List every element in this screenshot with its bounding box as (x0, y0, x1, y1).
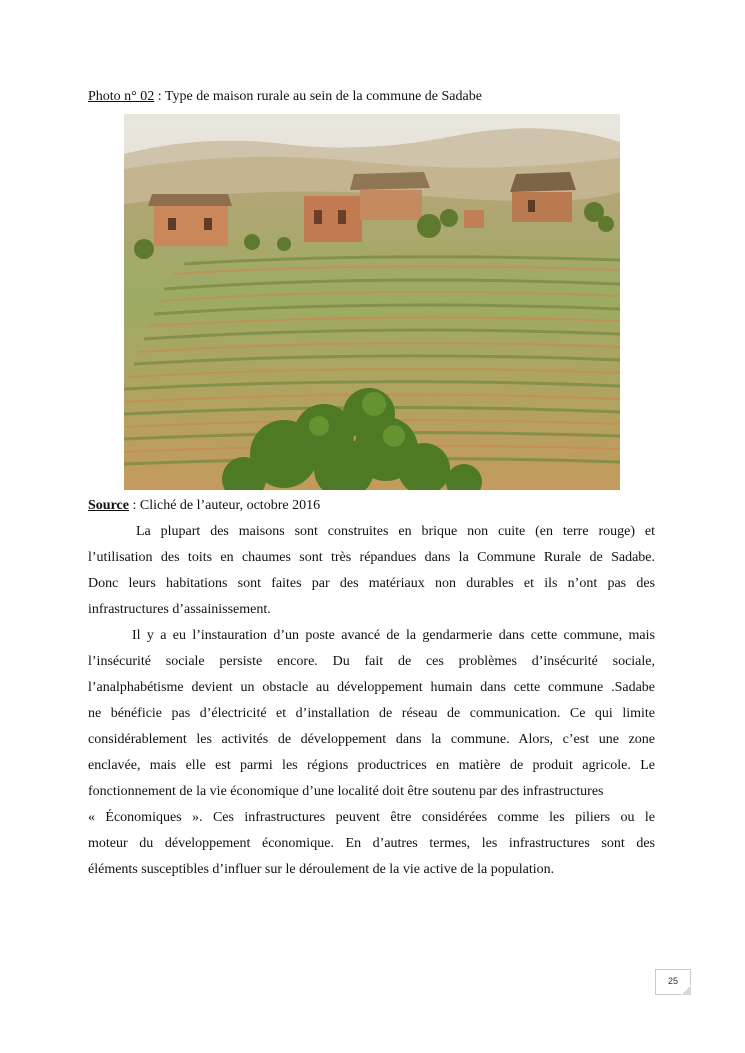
source-label: Source (88, 498, 129, 513)
paragraph-2-line: ne bénéficie pas d’électricité et d’installation de réseau de communication. Ce qui limite (88, 706, 655, 721)
paragraph-2-line: éléments susceptibles d’influer sur le déroulement de la vie active de la population. (88, 862, 555, 877)
paragraph-1-line: infrastructures d’assainissement. (88, 602, 271, 617)
paragraph-2-line: considérablement les activités de développement dans la commune. Alors, c’est une zone (88, 732, 655, 747)
paragraph-1-line: l’utilisation des toits en chaumes sont très répandues dans la Commune Rurale de Sadabe. (88, 550, 655, 565)
paragraph-1-line: Donc leurs habitations sont faites par des matériaux non durables et ils n’ont pas des (88, 576, 655, 591)
photo-caption (88, 88, 482, 106)
paragraph-2-line: fonctionnement de la vie économique d’une localité doit être soutenu par des infrastructures (88, 784, 604, 799)
photo-caption-label: Photo n° 02 (88, 89, 155, 104)
paragraph-1-line: La plupart des maisons sont construites en brique non cuite (en terre rouge) et (136, 524, 655, 539)
photo-source (88, 497, 320, 515)
page-curl-icon (681, 985, 691, 995)
paragraph-1 (88, 519, 655, 623)
page-number-value: 25 (667, 976, 678, 986)
paragraph-2-line: « Économiques ». Ces infrastructures peuvent être considérées comme les piliers ou le (88, 810, 655, 825)
source-text: : Cliché de l’auteur, octobre 2016 (128, 498, 321, 513)
paragraph-2 (88, 623, 655, 883)
paragraph-2-line: enclavée, mais elle est parmi les régions productrices en matière de produit agricole. Le (88, 758, 655, 773)
paragraph-2-line: moteur du développement économique. En d’autres termes, les infrastructures sont des (88, 836, 655, 851)
page-number (655, 969, 691, 995)
paragraph-2-line: l’analphabétisme devient un obstacle au développement humain dans cette commune .Sadabe (88, 680, 655, 695)
photo-caption-text: : Type de maison rurale au sein de la commune de Sadabe (154, 89, 482, 104)
paragraph-2-line: Il y a eu l’instauration d’un poste avancé de la gendarmerie dans cette commune, mais (132, 628, 655, 643)
paragraph-2-line: l’insécurité sociale persiste encore. Du fait de ces problèmes d’insécurité sociale, (88, 654, 655, 669)
landscape-illustration (124, 114, 620, 490)
rural-house-photo (124, 114, 620, 490)
